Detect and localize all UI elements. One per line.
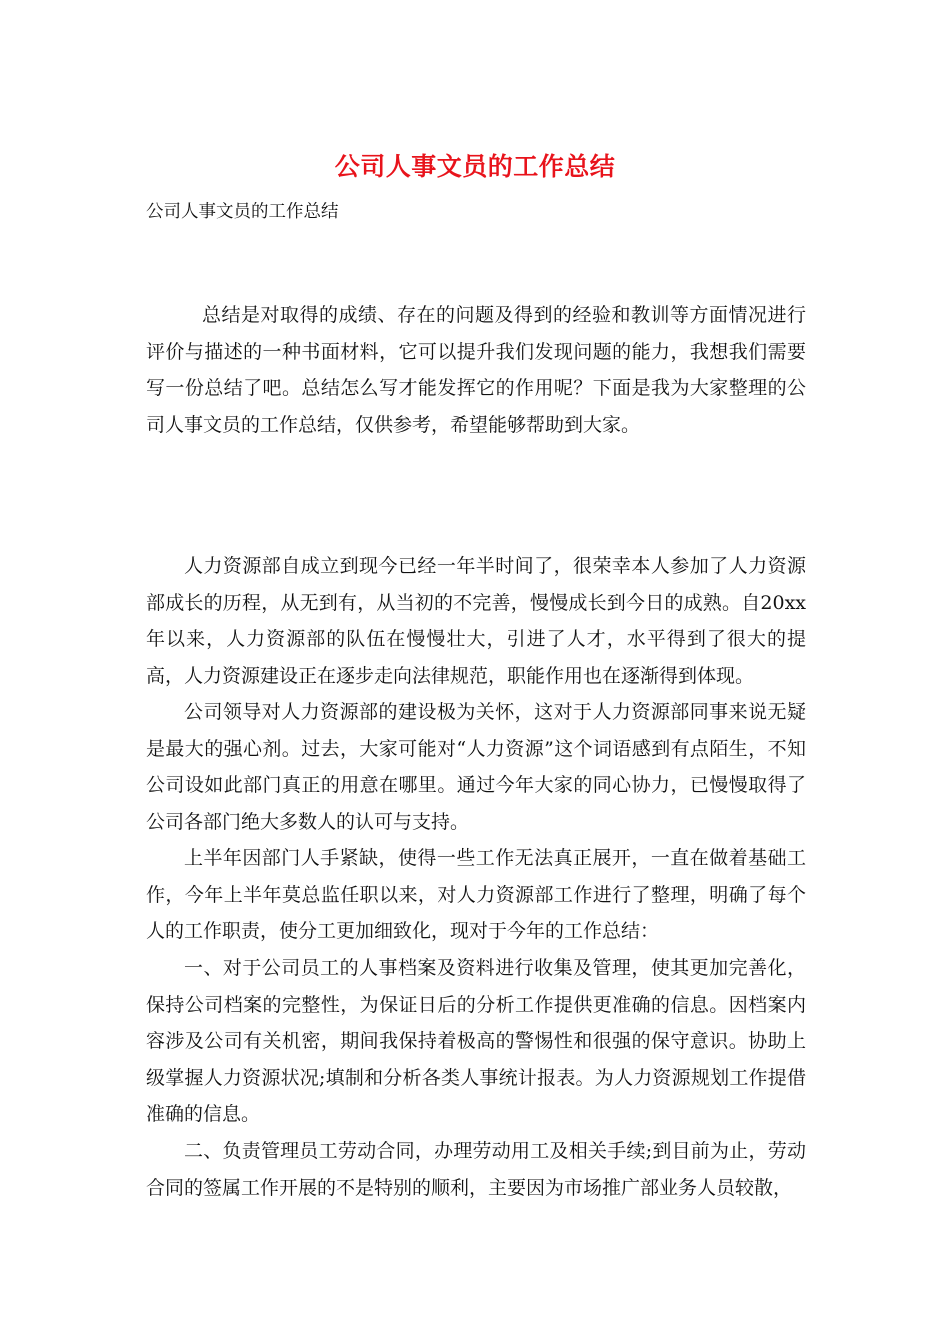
body-paragraph-5: 二、负责管理员工劳动合同，办理劳动用工及相关手续;到目前为止，劳动合同的签属工作开展的不是特别的顺利，主要因为市场推广部业务人员较散，	[146, 1140, 806, 1199]
document-title: 公司人事文员的工作总结	[334, 152, 616, 181]
body-paragraph-1: 人力资源部自成立到现今已经一年半时间了，很荣幸本人参加了人力资源部成长的历程，从无到有，从当初的不完善，慢慢成长到今日的成熟。自20xx年以来，人力资源部的队伍在慢慢壮大，引进了人才，水平得到了很大的提高，人力资源建设正在逐步走向法律规范，职能作用也在逐渐得到体现。	[146, 555, 806, 687]
body-paragraph-4: 一、对于公司员工的人事档案及资料进行收集及管理，使其更加完善化，保持公司档案的完整性，为保证日后的分析工作提供更准确的信息。因档案内容涉及公司有关机密，期间我保持着极高的警惕性和很强的保守意识。协助上级掌握人力资源状况;填制和分析各类人事统计报表。为人力资源规划工作提借准确的信息。	[146, 957, 806, 1125]
body-paragraph-3: 上半年因部门人手紧缺，使得一些工作无法真正展开，一直在做着基础工作，今年上半年莫总监任职以来，对人力资源部工作进行了整理，明确了每个人的工作职责，使分工更加细致化，现对于今年的工作总结：	[146, 847, 806, 942]
document-subtitle: 公司人事文员的工作总结	[146, 202, 339, 222]
body-paragraph-2: 公司领导对人力资源部的建设极为关怀，这对于人力资源部同事来说无疑是最大的强心剂。过去，大家可能对“人力资源”这个词语感到有点陌生，不知公司设如此部门真正的用意在哪里。通过今年大家的同心协力，已慢慢取得了公司各部门绝大多数人的认可与支持。	[146, 701, 806, 833]
intro-paragraph: 总结是对取得的成绩、存在的问题及得到的经验和教训等方面情况进行评价与描述的一种书面材料，它可以提升我们发现问题的能力，我想我们需要写一份总结了吧。总结怎么写才能发挥它的作用呢？下面是我为大家整理的公司人事文员的工作总结，仅供参考，希望能够帮助到大家。	[146, 304, 806, 436]
